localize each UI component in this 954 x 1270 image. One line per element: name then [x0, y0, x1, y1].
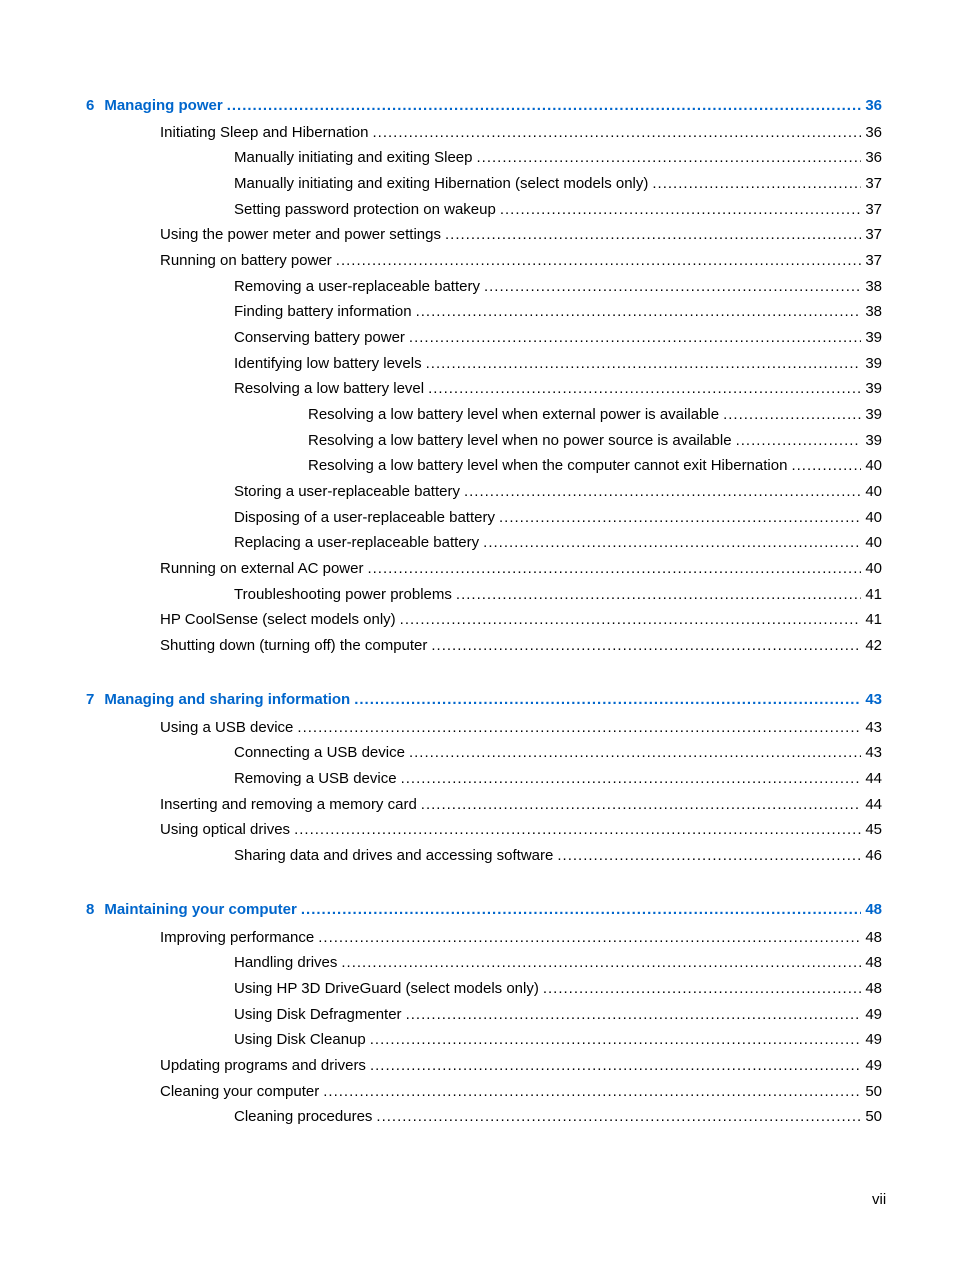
- toc-entry-title: Cleaning procedures: [234, 1108, 373, 1125]
- chapter-number: 8: [86, 901, 95, 918]
- toc-entry-page: 45: [865, 821, 882, 838]
- toc-entry-page: 36: [865, 97, 882, 114]
- toc-entry-page: 40: [865, 509, 882, 526]
- toc-entry-title: Running on external AC power: [160, 560, 364, 577]
- toc-entry-page: 43: [865, 691, 882, 708]
- dot-leader: [428, 379, 861, 399]
- toc-entry-page: 48: [865, 929, 882, 946]
- toc-entry-page: 37: [865, 201, 882, 218]
- dot-leader: [409, 328, 861, 348]
- toc-entry-title: Resolving a low battery level when no power source is available: [308, 432, 732, 449]
- dot-leader: [652, 174, 861, 194]
- toc-entry-page: 40: [865, 560, 882, 577]
- dot-leader: [464, 482, 861, 502]
- toc-entry-title: Improving performance: [160, 929, 315, 946]
- dot-leader: [791, 456, 861, 476]
- toc-entry[interactable]: [234, 769, 882, 789]
- toc-entry-title: Resolving a low battery level when external power is available: [308, 406, 720, 423]
- chapter-number: 7: [86, 691, 95, 708]
- dot-leader: [431, 636, 861, 656]
- page-number: vii: [872, 1191, 887, 1208]
- toc-entry-page: 50: [865, 1083, 882, 1100]
- toc-entry-title: Using HP 3D DriveGuard (select models only): [234, 980, 539, 997]
- toc-entry[interactable]: [160, 559, 882, 579]
- dot-leader: [426, 354, 862, 374]
- toc-entry-page: 48: [865, 954, 882, 971]
- toc-entry[interactable]: [308, 456, 882, 476]
- toc-entry-page: 43: [865, 744, 882, 761]
- dot-leader: [406, 1005, 862, 1025]
- dot-leader: [341, 953, 861, 973]
- toc-entry-title: Resolving a low battery level: [234, 380, 425, 397]
- toc-entry-page: 39: [865, 329, 882, 346]
- toc-chapter-entry[interactable]: [86, 690, 882, 710]
- toc-entry[interactable]: [160, 251, 882, 271]
- toc-entry[interactable]: [234, 953, 882, 973]
- toc-chapter-entry[interactable]: [86, 900, 882, 920]
- dot-leader: [543, 979, 861, 999]
- toc-entry-page: 36: [865, 149, 882, 166]
- dot-leader: [301, 900, 861, 920]
- toc-entry-page: 37: [865, 252, 882, 269]
- toc-entry-title: Setting password protection on wakeup: [234, 201, 496, 218]
- toc-entry-title: Maintaining your computer: [104, 901, 297, 918]
- toc-entry-title: Running on battery power: [160, 252, 332, 269]
- toc-entry-page: 39: [865, 380, 882, 397]
- dot-leader: [367, 559, 861, 579]
- toc-entry[interactable]: [160, 123, 882, 143]
- toc-entry-page: 39: [865, 355, 882, 372]
- toc-entry-page: 44: [865, 770, 882, 787]
- toc-entry[interactable]: [160, 1056, 882, 1076]
- toc-entry-title: Manually initiating and exiting Sleep: [234, 149, 473, 166]
- dot-leader: [557, 846, 861, 866]
- dot-leader: [401, 769, 862, 789]
- toc-entry-page: 39: [865, 406, 882, 423]
- dot-leader: [723, 405, 861, 425]
- toc-entry[interactable]: [160, 795, 882, 815]
- toc-entry-page: 37: [865, 226, 882, 243]
- toc-entry[interactable]: [308, 431, 882, 451]
- dot-leader: [318, 928, 861, 948]
- toc-entry-page: 41: [865, 586, 882, 603]
- toc-entry[interactable]: [234, 482, 882, 502]
- toc-entry-page: 49: [865, 1031, 882, 1048]
- toc-entry[interactable]: [308, 405, 882, 425]
- toc-entry-title: HP CoolSense (select models only): [160, 611, 396, 628]
- toc-entry[interactable]: [234, 328, 882, 348]
- dot-leader: [416, 302, 862, 322]
- toc-entry-page: 48: [865, 901, 882, 918]
- toc-entry-page: 40: [865, 483, 882, 500]
- toc-entry[interactable]: [234, 1107, 882, 1127]
- dot-leader: [294, 820, 861, 840]
- toc-entry[interactable]: [234, 148, 882, 168]
- dot-leader: [354, 690, 861, 710]
- toc-entry-page: 38: [865, 303, 882, 320]
- toc-entry[interactable]: [160, 225, 882, 245]
- toc-entry-title: Managing and sharing information: [104, 691, 351, 708]
- toc-entry-title: Disposing of a user-replaceable battery: [234, 509, 495, 526]
- toc-entry-page: 46: [865, 847, 882, 864]
- dot-leader: [499, 508, 861, 528]
- toc-entry-page: 39: [865, 432, 882, 449]
- toc-entry-page: 36: [865, 124, 882, 141]
- toc-entry[interactable]: [234, 200, 882, 220]
- toc-entry[interactable]: [160, 718, 882, 738]
- toc-entry[interactable]: [234, 174, 882, 194]
- dot-leader: [409, 743, 861, 763]
- toc-entry[interactable]: [234, 533, 882, 553]
- toc-entry-title: Removing a USB device: [234, 770, 397, 787]
- toc-entry-title: Shutting down (turning off) the computer: [160, 637, 428, 654]
- toc-entry-title: Manually initiating and exiting Hibernation (select models only): [234, 175, 649, 192]
- toc-entry[interactable]: [234, 846, 882, 866]
- dot-leader: [456, 585, 861, 605]
- dot-leader: [500, 200, 861, 220]
- dot-leader: [421, 795, 862, 815]
- dot-leader: [227, 96, 862, 116]
- dot-leader: [370, 1056, 861, 1076]
- toc-entry-title: Replacing a user-replaceable battery: [234, 534, 480, 551]
- dot-leader: [376, 1107, 861, 1127]
- toc-entry-title: Cleaning your computer: [160, 1083, 320, 1100]
- toc-entry[interactable]: [160, 610, 882, 630]
- toc-entry-title: Using the power meter and power settings: [160, 226, 441, 243]
- dot-leader: [323, 1082, 861, 1102]
- toc-entry-title: Identifying low battery levels: [234, 355, 422, 372]
- dot-leader: [476, 148, 861, 168]
- toc-entry[interactable]: [234, 354, 882, 374]
- toc-entry-title: Conserving battery power: [234, 329, 405, 346]
- toc-entry[interactable]: [234, 302, 882, 322]
- toc-entry-page: 40: [865, 534, 882, 551]
- toc-entry[interactable]: [160, 636, 882, 656]
- dot-leader: [297, 718, 861, 738]
- dot-leader: [484, 277, 861, 297]
- toc-entry-title: Using a USB device: [160, 719, 294, 736]
- toc-entry-title: Resolving a low battery level when the computer cannot exit Hibernation: [308, 457, 788, 474]
- toc-entry[interactable]: [234, 277, 882, 297]
- toc-entry[interactable]: [234, 1030, 882, 1050]
- toc-entry-title: Sharing data and drives and accessing software: [234, 847, 554, 864]
- toc-entry-page: 48: [865, 980, 882, 997]
- dot-leader: [370, 1030, 862, 1050]
- toc-entry-page: 38: [865, 278, 882, 295]
- toc-entry-title: Updating programs and drivers: [160, 1057, 366, 1074]
- toc-entry[interactable]: [234, 379, 882, 399]
- dot-leader: [736, 431, 862, 451]
- dot-leader: [400, 610, 862, 630]
- dot-leader: [483, 533, 861, 553]
- dot-leader: [336, 251, 862, 271]
- toc-entry-title: Initiating Sleep and Hibernation: [160, 124, 369, 141]
- toc-entry-page: 40: [865, 457, 882, 474]
- toc-entry[interactable]: [234, 585, 882, 605]
- toc-entry-page: 43: [865, 719, 882, 736]
- toc-entry[interactable]: [160, 1082, 882, 1102]
- toc-entry-title: Handling drives: [234, 954, 338, 971]
- chapter-number: 6: [86, 97, 95, 114]
- toc-entry[interactable]: [234, 508, 882, 528]
- toc-entry-page: 49: [865, 1006, 882, 1023]
- toc-entry-title: Using optical drives: [160, 821, 291, 838]
- toc-entry-title: Managing power: [104, 97, 223, 114]
- toc-entry-page: 50: [865, 1108, 882, 1125]
- toc-entry-title: Connecting a USB device: [234, 744, 405, 761]
- toc-entry[interactable]: [160, 820, 882, 840]
- dot-leader: [372, 123, 861, 143]
- toc-entry[interactable]: [234, 743, 882, 763]
- toc-entry-page: 37: [865, 175, 882, 192]
- toc-entry-title: Using Disk Defragmenter: [234, 1006, 402, 1023]
- toc-entry-page: 41: [865, 611, 882, 628]
- toc-entry-title: Removing a user-replaceable battery: [234, 278, 480, 295]
- toc-entry-title: Storing a user-replaceable battery: [234, 483, 460, 500]
- toc-chapter-entry[interactable]: [86, 96, 882, 116]
- toc-entry-page: 49: [865, 1057, 882, 1074]
- toc-entry[interactable]: [160, 928, 882, 948]
- toc-entry-title: Using Disk Cleanup: [234, 1031, 366, 1048]
- toc-entry[interactable]: [234, 1005, 882, 1025]
- toc-entry-page: 42: [865, 637, 882, 654]
- toc-entry-title: Troubleshooting power problems: [234, 586, 452, 603]
- toc-entry-page: 44: [865, 796, 882, 813]
- dot-leader: [445, 225, 861, 245]
- toc-entry[interactable]: [234, 979, 882, 999]
- toc-entry-title: Inserting and removing a memory card: [160, 796, 417, 813]
- toc-entry-title: Finding battery information: [234, 303, 412, 320]
